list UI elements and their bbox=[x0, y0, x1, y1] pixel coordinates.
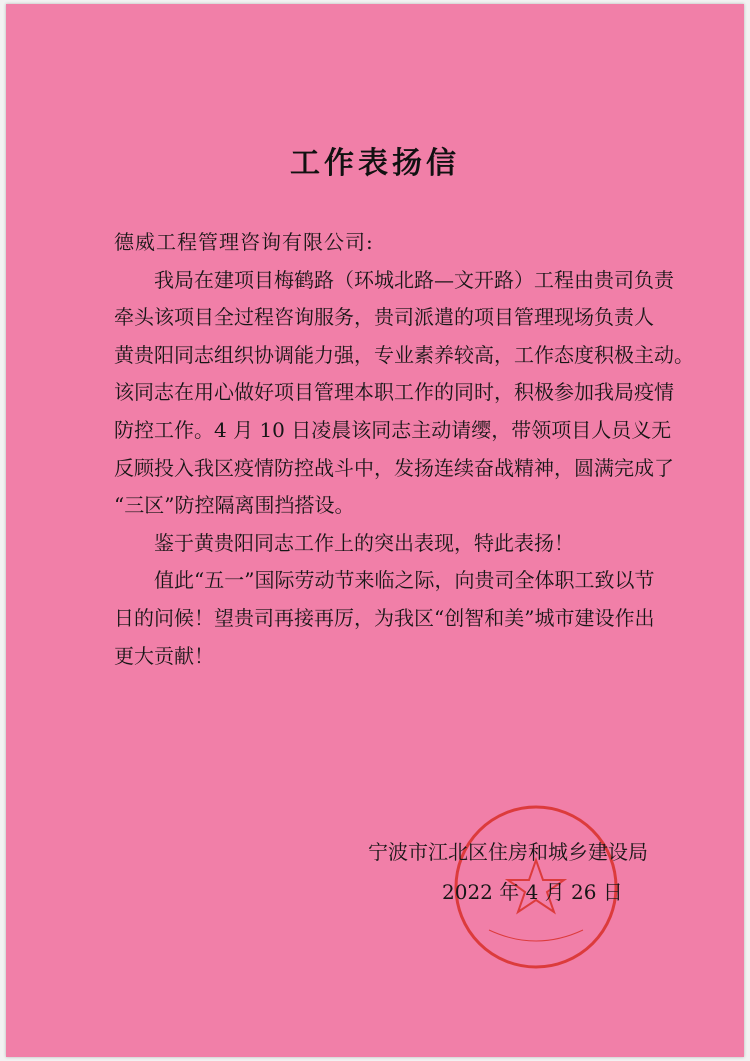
letter-page bbox=[6, 4, 744, 1057]
body-line: 反顾投入我区疫情防控战斗中，发扬连续奋战精神，圆满完成了 bbox=[114, 455, 674, 480]
body-line: 牵头该项目全过程咨询服务，贵司派遣的项目管理现场负责人 bbox=[114, 305, 654, 330]
letter-body bbox=[114, 224, 694, 675]
signature-date: 2022 年 4 月 26 日 bbox=[442, 880, 623, 904]
letter-title: 工作表扬信 bbox=[290, 146, 460, 181]
body-line: 鉴于黄贵阳同志工作上的突出表现，特此表扬！ bbox=[154, 530, 574, 555]
body-line: 日的问候！望贵司再接再厉，为我区“创智和美”城市建设作出 bbox=[114, 605, 655, 630]
body-line: 该同志在用心做好项目管理本职工作的同时，积极参加我局疫情 bbox=[114, 380, 674, 405]
signature-organization: 宁波市江北区住房和城乡建设局 bbox=[368, 840, 648, 864]
body-line: 更大贡献！ bbox=[114, 643, 214, 668]
body-line: 黄贵阳同志组织协调能力强，专业素养较高，工作态度积极主动。 bbox=[114, 342, 694, 367]
body-line: 我局在建项目梅鹤路（环城北路—文开路）工程由贵司负责 bbox=[154, 267, 674, 292]
body-line: “三区”防控隔离围挡搭设。 bbox=[114, 493, 355, 518]
body-line: 防控工作。4 月 10 日凌晨该同志主动请缨，带领项目人员义无 bbox=[114, 417, 672, 442]
body-line: 值此“五一”国际劳动节来临之际，向贵司全体职工致以节 bbox=[154, 568, 655, 593]
salutation: 德威工程管理咨询有限公司: bbox=[114, 230, 374, 254]
signature-block bbox=[368, 832, 668, 912]
